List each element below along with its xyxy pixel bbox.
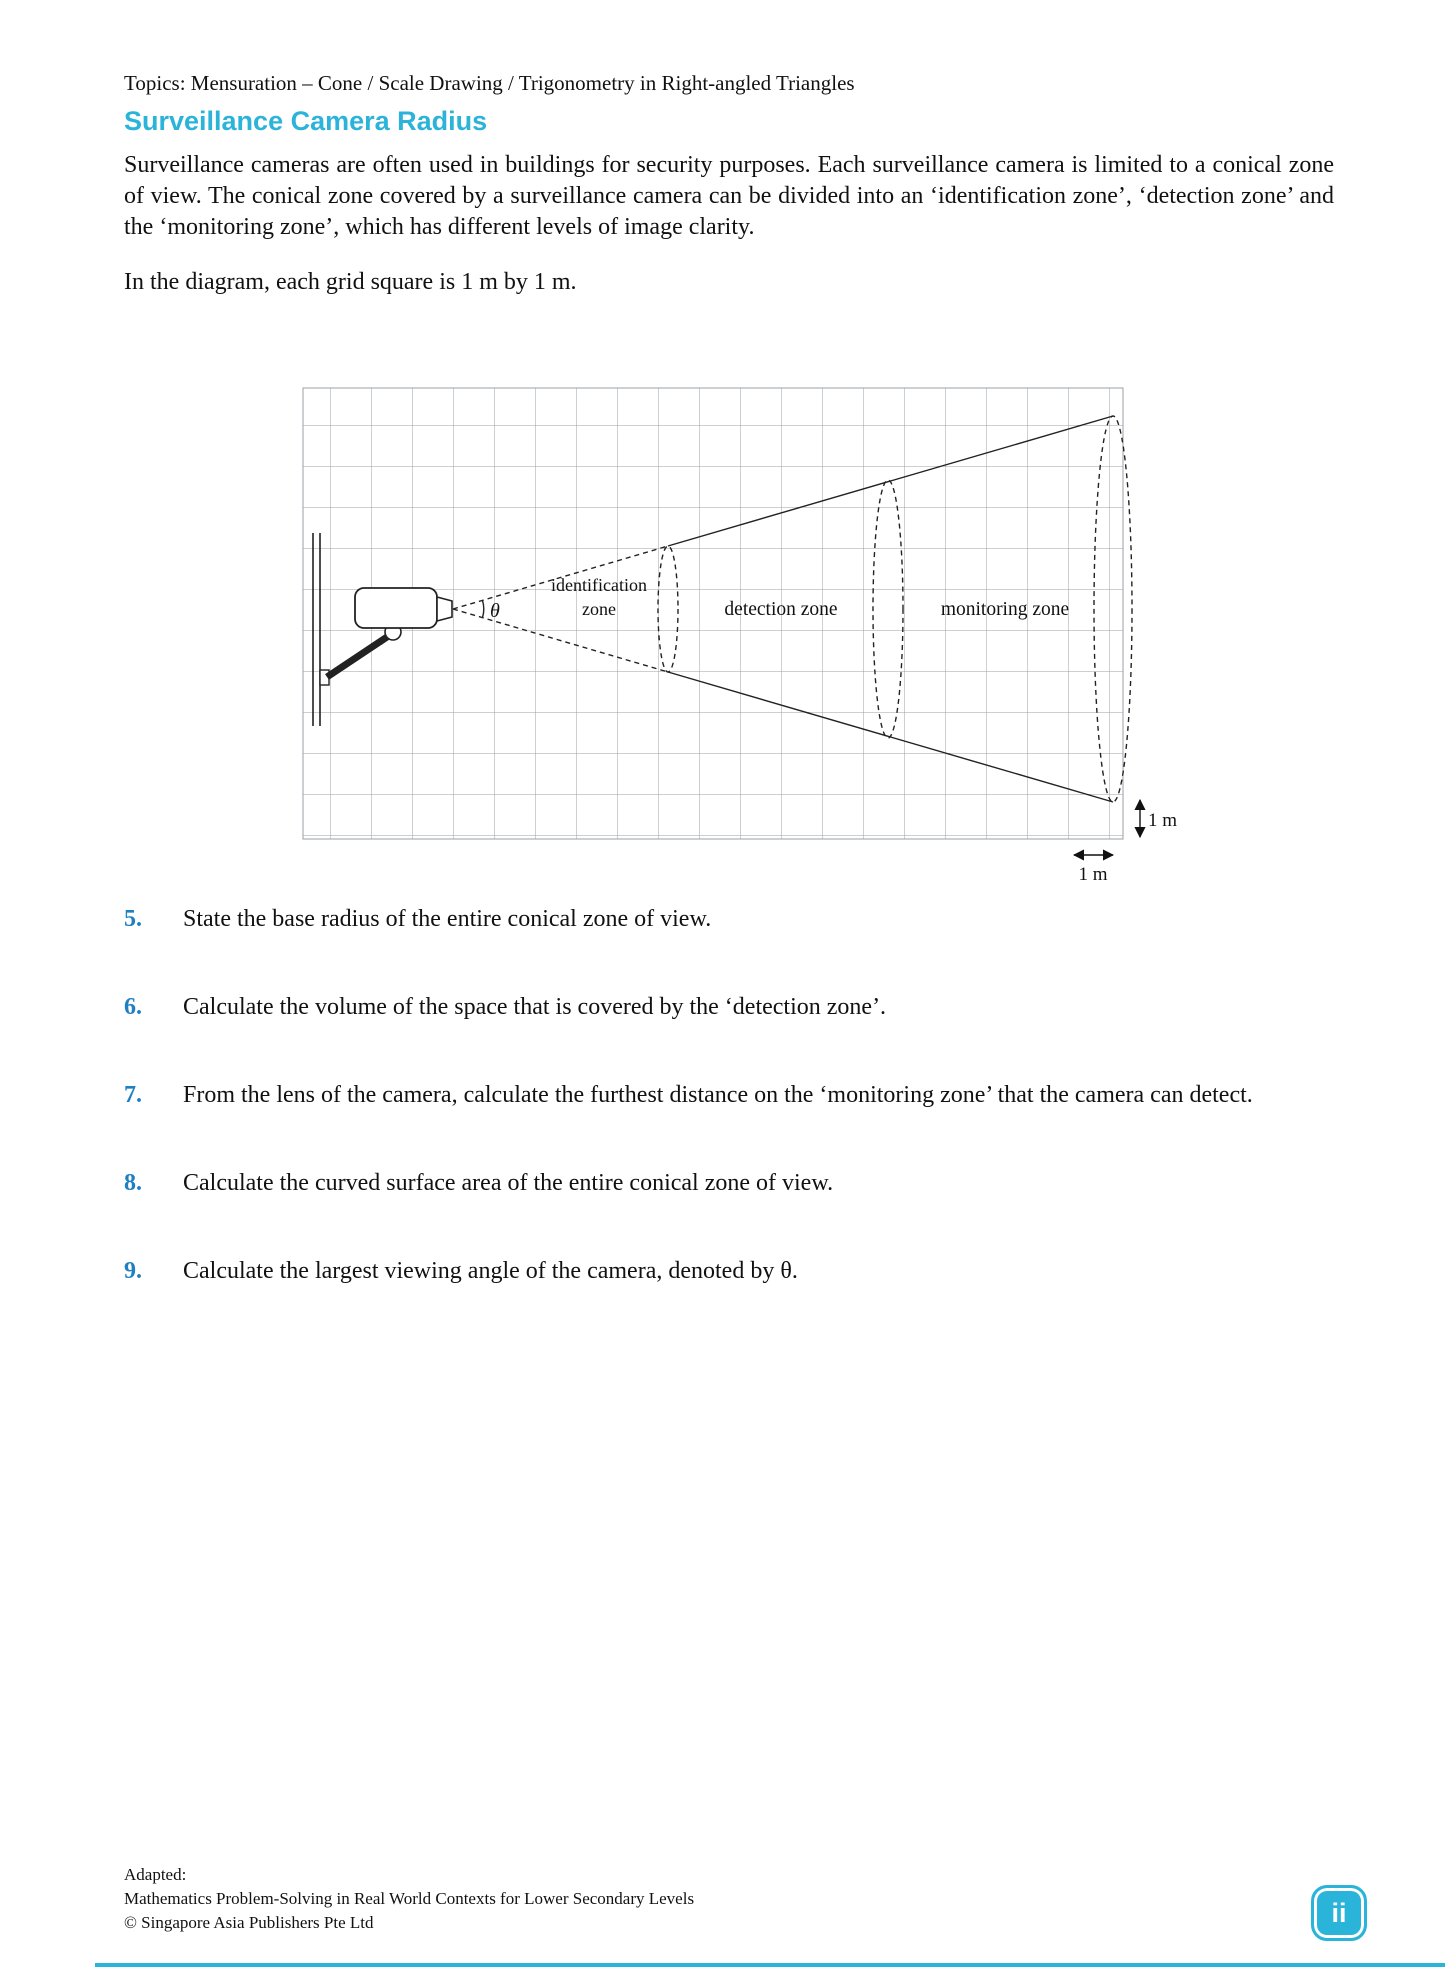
footer-copyright-line: © Singapore Asia Publishers Pte Ltd (124, 1913, 374, 1932)
grid-note: In the diagram, each grid square is 1 m by 1 m. (124, 269, 577, 295)
question-number: 8. (124, 1170, 142, 1196)
question-text: Calculate the curved surface area of the entire conical zone of view. (183, 1170, 834, 1196)
question-list (124, 904, 1334, 1287)
identification-zone-label-line2: zone (582, 599, 616, 619)
page-number-badge: ii (1311, 1885, 1367, 1941)
footer-attribution (124, 1863, 694, 1935)
horizontal-scale-annotation (1074, 855, 1113, 885)
question-number: 9. (124, 1258, 142, 1284)
surveillance-cone-diagram (289, 384, 1189, 889)
intro-paragraph: Surveillance cameras are often used in buildings for security purposes. Each surveillance camera is limited to a conical zone of view. The conical zone covered by a surveillance camera can be divided into an ‘identification zone’, ‘detection zone’ and the ‘monitoring zone’, which has different levels of image clarity. (124, 152, 1334, 240)
page-title: Surveillance Camera Radius (124, 106, 488, 136)
footer-accent-rule (95, 1963, 1445, 1967)
question-text: State the base radius of the entire conical zone of view. (183, 906, 712, 932)
page-content (124, 70, 1334, 1344)
theta-label: θ (490, 600, 500, 622)
question-item-5 (124, 904, 1334, 935)
vertical-scale-label: 1 m (1148, 810, 1178, 831)
question-text: From the lens of the camera, calculate the furthest distance on the ‘monitoring zone’ that the camera can detect. (183, 1082, 1253, 1108)
question-number: 5. (124, 906, 142, 932)
question-number: 6. (124, 994, 142, 1020)
identification-zone-label-line1: identification (551, 575, 647, 595)
footer-adapted-label: Adapted: (124, 1865, 187, 1884)
question-item-8 (124, 1168, 1334, 1199)
question-text: Calculate the volume of the space that is covered by the ‘detection zone’. (183, 994, 887, 1020)
diagram-container (289, 384, 1189, 894)
question-item-6 (124, 992, 1334, 1023)
detection-zone-label: detection zone (724, 599, 838, 620)
topics-line: Topics: Mensuration – Cone / Scale Drawing / Trigonometry in Right-angled Triangles (124, 71, 855, 95)
question-text: Calculate the largest viewing angle of the camera, denoted by θ. (183, 1258, 798, 1284)
camera-body (355, 588, 437, 628)
horizontal-scale-label: 1 m (1078, 864, 1108, 885)
question-number: 7. (124, 1082, 142, 1108)
monitoring-zone-label: monitoring zone (940, 599, 1070, 620)
question-item-7 (124, 1080, 1334, 1111)
vertical-scale-annotation (1140, 800, 1177, 837)
question-item-9 (124, 1256, 1334, 1287)
camera-lens (437, 597, 452, 621)
footer-source-line: Mathematics Problem-Solving in Real World Contexts for Lower Secondary Levels (124, 1889, 695, 1908)
